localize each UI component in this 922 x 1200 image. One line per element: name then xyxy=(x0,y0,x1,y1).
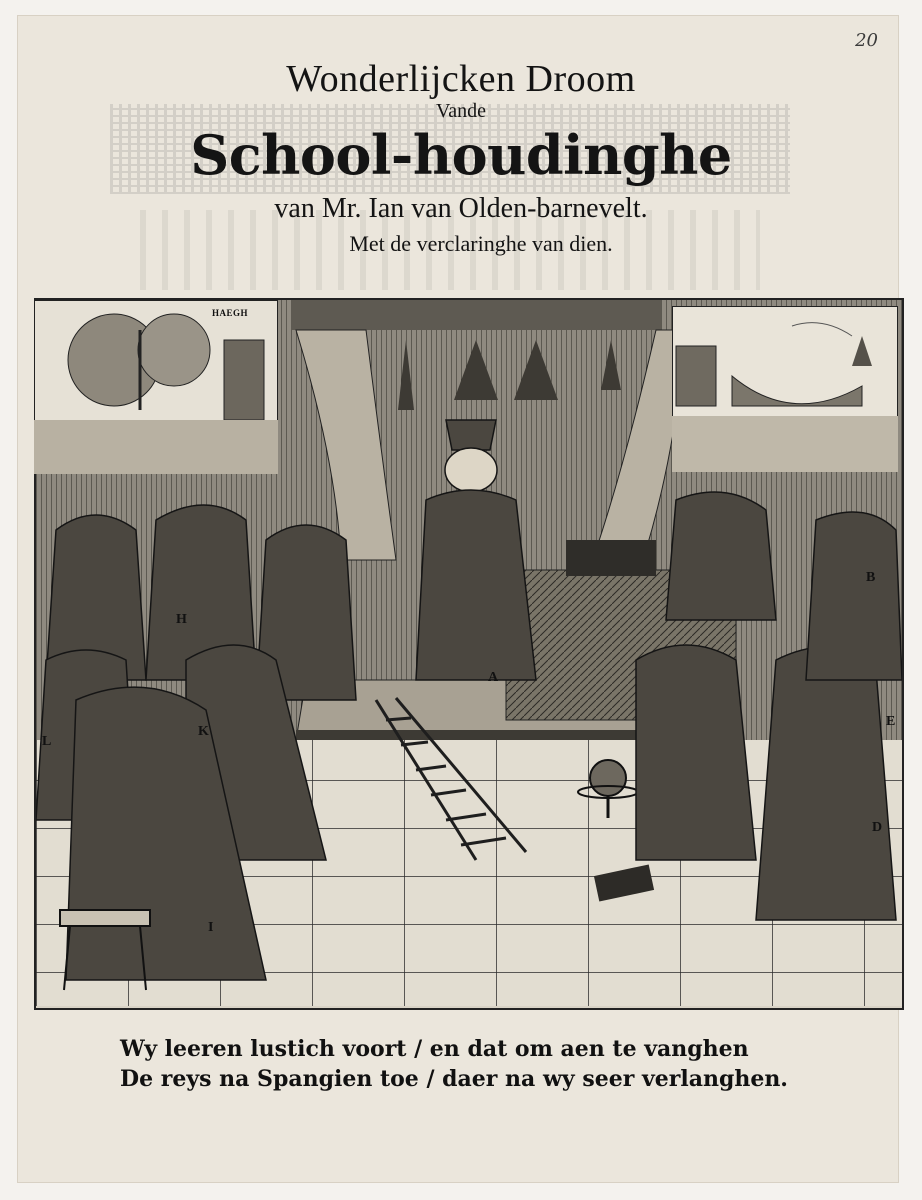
inset-shipyard-illustration xyxy=(672,306,898,472)
figure-letter-l: L xyxy=(42,734,52,749)
figure-letter-d: D xyxy=(872,820,883,835)
title-block xyxy=(0,58,922,258)
canopy-valance xyxy=(291,300,661,330)
figure-letter-e: E xyxy=(886,714,896,729)
figure-letter-i: I xyxy=(208,920,214,935)
page-number: 20 xyxy=(855,30,878,51)
title-line-2: Vande xyxy=(436,100,486,122)
figure-letter-a: A xyxy=(488,670,499,685)
figure-letter-b: B xyxy=(866,570,876,585)
title-line-4: van Mr. Ian van Olden-barnevelt. xyxy=(274,193,648,224)
inset-shipyard-scene xyxy=(672,306,898,472)
caption-line-1: Wy leeren lustich voort / en dat om aen te vanghen xyxy=(120,1036,749,1062)
title-main: School-houdinghe xyxy=(190,123,732,187)
inset-haegh-illustration xyxy=(34,300,278,474)
title-line-5: Met de verclaringhe van dien. xyxy=(349,231,613,256)
figure-letter-h: H xyxy=(176,612,187,627)
caption-line-2: De reys na Spangien toe / daer na wy seer verlanghen. xyxy=(120,1066,788,1092)
inset-haegh-scene xyxy=(34,300,278,474)
book-stand xyxy=(566,540,656,576)
figure-letter-k: K xyxy=(198,724,209,739)
title-line-1: Wonderlijcken Droom xyxy=(286,58,636,100)
verse-caption xyxy=(120,1034,840,1094)
inset-left-label: HAEGH xyxy=(212,308,249,318)
